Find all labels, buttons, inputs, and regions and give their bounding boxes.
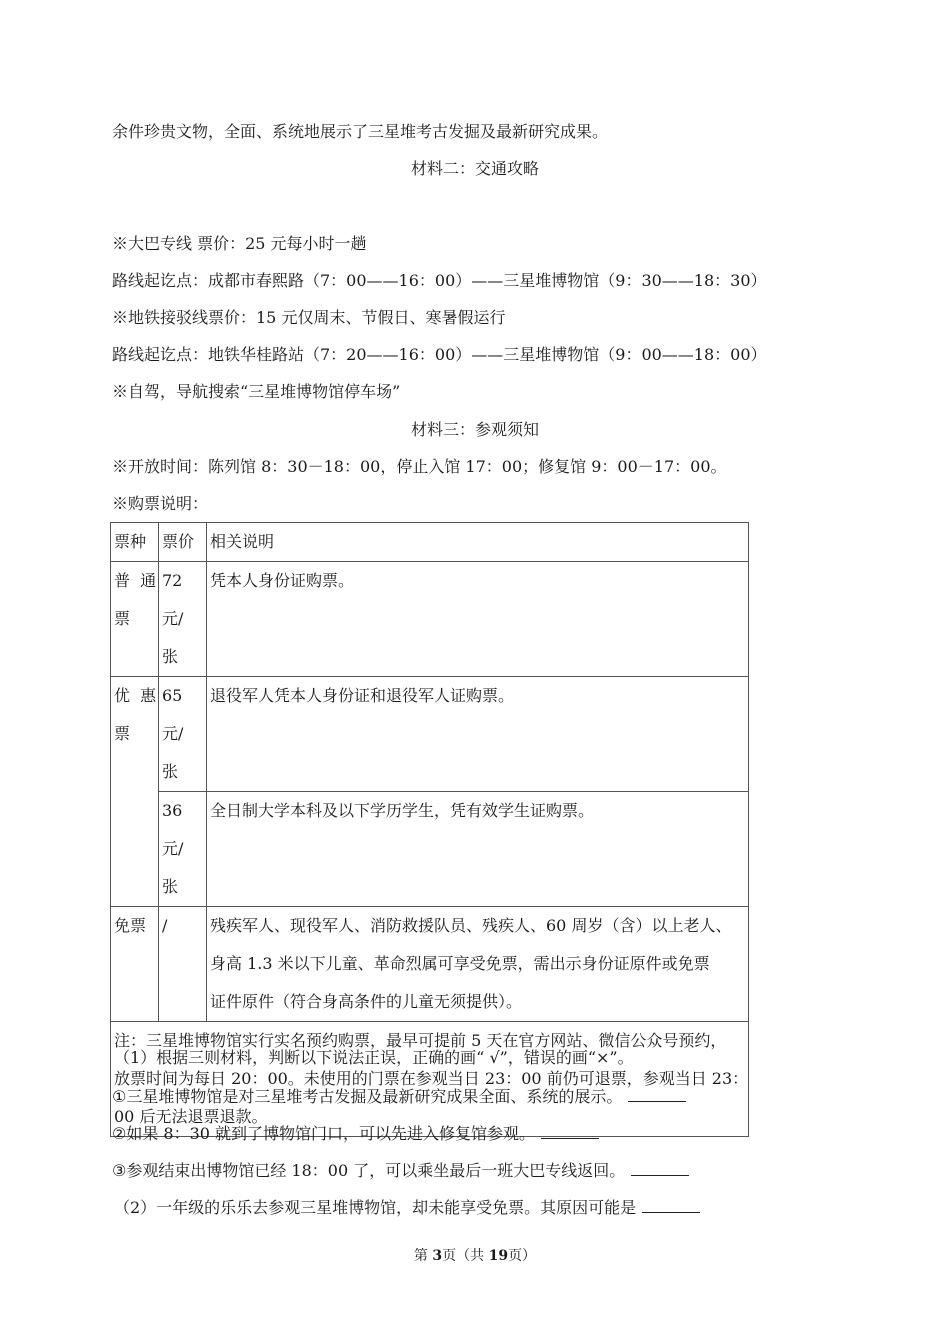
ticket-price-student bbox=[159, 792, 207, 907]
transport-line-1: ※大巴专线 票价：25 元每小时一趟 bbox=[112, 234, 367, 253]
ticket-price-discount bbox=[159, 677, 207, 792]
footer-total: 19 bbox=[488, 1248, 509, 1264]
free-desc-2: 身高 1.3 米以下儿童、革命烈属可享受免票，需出示身份证原件或免票 bbox=[210, 954, 710, 973]
ticket-type-discount bbox=[111, 677, 159, 907]
question-1: （1）根据三则材料，判断以下说法正误，正确的画“ √”，错误的画“×”。 bbox=[114, 1048, 634, 1067]
table-header-row bbox=[111, 523, 749, 562]
material3-title: 材料三：参观须知 bbox=[410, 420, 539, 439]
price-student-b: 张 bbox=[162, 877, 179, 896]
material2-title: 材料二：交通攻略 bbox=[410, 159, 539, 178]
ticket-type-normal-a: 普 通 bbox=[114, 571, 157, 590]
ticket-desc-free bbox=[207, 907, 749, 1022]
price-normal-a: 72 元/ bbox=[162, 571, 184, 628]
footer-mid: 页（共 bbox=[442, 1248, 489, 1264]
question-1-item-1 bbox=[112, 1085, 686, 1108]
item-2-mark: ② bbox=[112, 1124, 127, 1143]
transport-line-5: ※自驾，导航搜索“三星堆博物馆停车场” bbox=[112, 382, 401, 401]
ticket-table bbox=[110, 522, 749, 1137]
ticket-type-discount-b: 票 bbox=[114, 724, 131, 743]
ticket-price-normal bbox=[159, 562, 207, 677]
transport-line-2: 路线起讫点：成都市春熙路（7：00——16：00）——三星堆博物馆（9：30——18：30） bbox=[112, 271, 767, 290]
material1-tail: 余件珍贵文物，全面、系统地展示了三星堆考古发掘及最新研究成果。 bbox=[112, 122, 609, 141]
footer-page: 3 bbox=[432, 1248, 443, 1264]
answer-blank-4[interactable] bbox=[642, 1196, 700, 1213]
free-desc-3: 证件原件（符合身高条件的儿童无须提供）。 bbox=[210, 992, 523, 1011]
footer-prefix: 第 bbox=[413, 1248, 433, 1264]
item-3-mark: ③ bbox=[112, 1161, 127, 1180]
ticket-desc-normal: 凭本人身份证购票。 bbox=[207, 562, 749, 677]
transport-line-4: 路线起讫点：地铁华桂路站（7：20——16：00）——三星堆博物馆（9：00——18：00） bbox=[112, 345, 767, 364]
question-2 bbox=[114, 1196, 700, 1219]
answer-blank-3[interactable] bbox=[631, 1159, 689, 1176]
question-1-item-2 bbox=[112, 1122, 599, 1145]
price-discount-b: 张 bbox=[162, 762, 179, 781]
table-note-row bbox=[111, 1022, 749, 1137]
note-line-2: 放票时间为每日 20：00。未使用的门票在参观当日 23：00 前仍可退票，参观当日 23： bbox=[114, 1069, 749, 1088]
ticket-type-discount-a: 优 惠 bbox=[114, 686, 157, 705]
table-row bbox=[111, 677, 749, 792]
ticket-type-normal-b: 票 bbox=[114, 609, 131, 628]
price-discount-a: 65 元/ bbox=[162, 686, 184, 743]
ticket-desc-discount: 退役军人凭本人身份证和退役军人证购票。 bbox=[207, 677, 749, 792]
ticket-intro: ※购票说明： bbox=[112, 494, 209, 513]
answer-blank-2[interactable] bbox=[541, 1122, 599, 1139]
item-1-mark: ① bbox=[112, 1087, 127, 1106]
table-row bbox=[111, 907, 749, 1022]
header-desc: 相关说明 bbox=[207, 523, 749, 562]
footer-suffix: 页） bbox=[508, 1248, 537, 1264]
ticket-desc-student: 全日制大学本科及以下学历学生，凭有效学生证购票。 bbox=[207, 792, 749, 907]
answer-blank-1[interactable] bbox=[628, 1085, 686, 1102]
item-3-text: 参观结束出博物馆已经 18：00 了，可以乘坐最后一班大巴专线返回。 bbox=[126, 1161, 626, 1180]
question-1-item-3 bbox=[112, 1159, 689, 1182]
opening-hours: ※开放时间：陈列馆 8：30－18：00，停止入馆 17：00；修复馆 9：00－17：00。 bbox=[112, 457, 727, 476]
ticket-note bbox=[111, 1022, 749, 1137]
header-type: 票种 bbox=[111, 523, 159, 562]
header-price: 票价 bbox=[159, 523, 207, 562]
transport-line-3: ※地铁接驳线票价：15 元仅周末、节假日、寒暑假运行 bbox=[112, 308, 506, 327]
ticket-price-free: / bbox=[159, 907, 207, 1022]
item-1-text: 三星堆博物馆是对三星堆考古发掘及最新研究成果全面、系统的展示。 bbox=[126, 1087, 623, 1106]
free-desc-1: 残疾军人、现役军人、消防救援队员、残疾人、60 周岁（含）以上老人、 bbox=[210, 916, 732, 935]
price-normal-b: 张 bbox=[162, 647, 179, 666]
table-row bbox=[111, 562, 749, 677]
note-line-3: 00 后无法退票退款。 bbox=[114, 1107, 268, 1126]
page-footer bbox=[0, 1245, 950, 1265]
ticket-type-free: 免票 bbox=[111, 907, 159, 1022]
price-student-a: 36 元/ bbox=[162, 801, 184, 858]
question-2-text: （2）一年级的乐乐去参观三星堆博物馆，却未能享受免票。其原因可能是 bbox=[114, 1198, 637, 1217]
table-row bbox=[111, 792, 749, 907]
ticket-type-normal bbox=[111, 562, 159, 677]
note-line-1: 注：三星堆博物馆实行实名预约购票，最早可提前 5 天在官方网站、微信公众号预约， bbox=[114, 1031, 727, 1050]
item-2-text: 如果 8：30 就到了博物馆门口，可以先进入修复馆参观。 bbox=[126, 1124, 536, 1143]
